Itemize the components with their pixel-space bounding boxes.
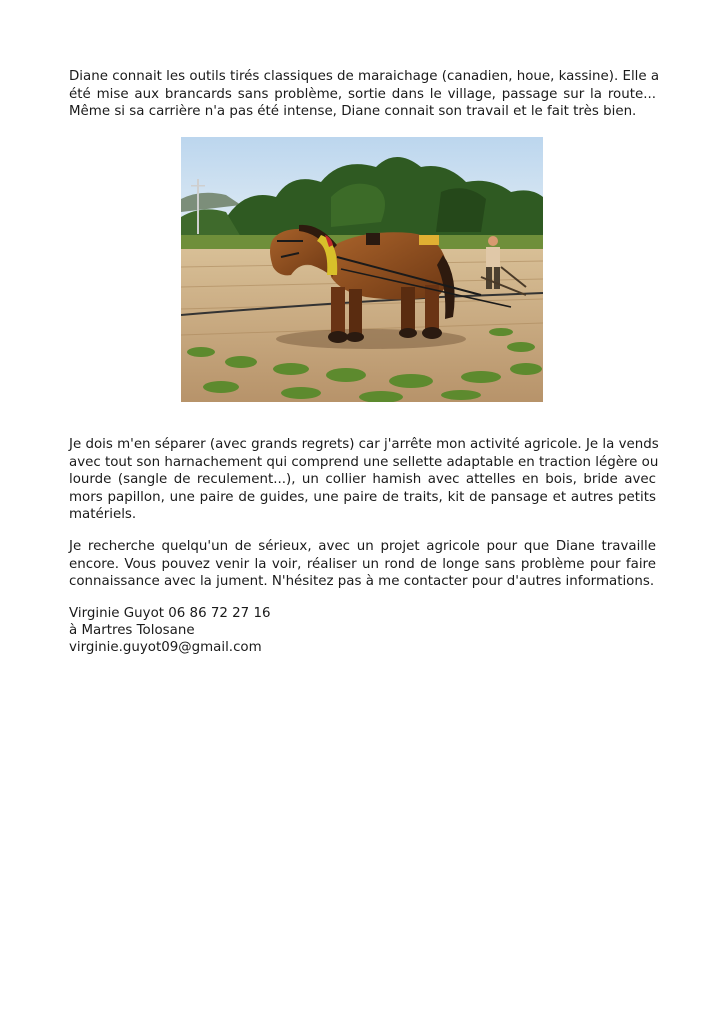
contact-email[interactable]: virginie.guyot09@gmail.com (69, 640, 262, 656)
horse-plowing-photo (181, 137, 543, 402)
text-line: lourde (sangle de reculement...), un collier hamish avec attelles en bois, bride avec (69, 472, 656, 488)
contact-block (69, 605, 271, 657)
sale-paragraph (69, 436, 659, 524)
text-line: connaissance avec la jument. N'hésitez pas à me contacter pour d'autres informations. (69, 574, 655, 590)
text-line: mors papillon, une paire de guides, une paire de traits, kit de pansage et autres petits (69, 489, 656, 505)
text-line: encore. Vous pouvez venir la voir, réaliser un rond de longe sans problème pour faire (69, 556, 656, 572)
text-line: Je dois m'en séparer (avec grands regrets) car j'arrête mon activité agricole. Je la vends (69, 437, 659, 452)
text-line: Même si sa carrière n'a pas été intense, Diane connait son travail et le fait très bien. (69, 104, 637, 120)
seeking-paragraph (69, 538, 656, 591)
text-line: Diane connait les outils tirés classiques de maraichage (canadien, houe, kassine). Elle a (69, 69, 660, 84)
contact-name-phone: Virginie Guyot 06 86 72 27 16 (69, 606, 271, 621)
text-line: été mise aux brancards sans problème, sortie dans le village, passage sur la route... (69, 86, 656, 102)
text-line: Je recherche quelqu'un de sérieux, avec un projet agricole pour que Diane travaille (69, 539, 656, 554)
contact-location: à Martres Tolosane (69, 623, 195, 639)
text-line: avec tout son harnachement qui comprend une sellette adaptable en traction légère ou (69, 454, 659, 470)
intro-paragraph (69, 68, 660, 121)
text-line: matériels. (69, 507, 137, 523)
